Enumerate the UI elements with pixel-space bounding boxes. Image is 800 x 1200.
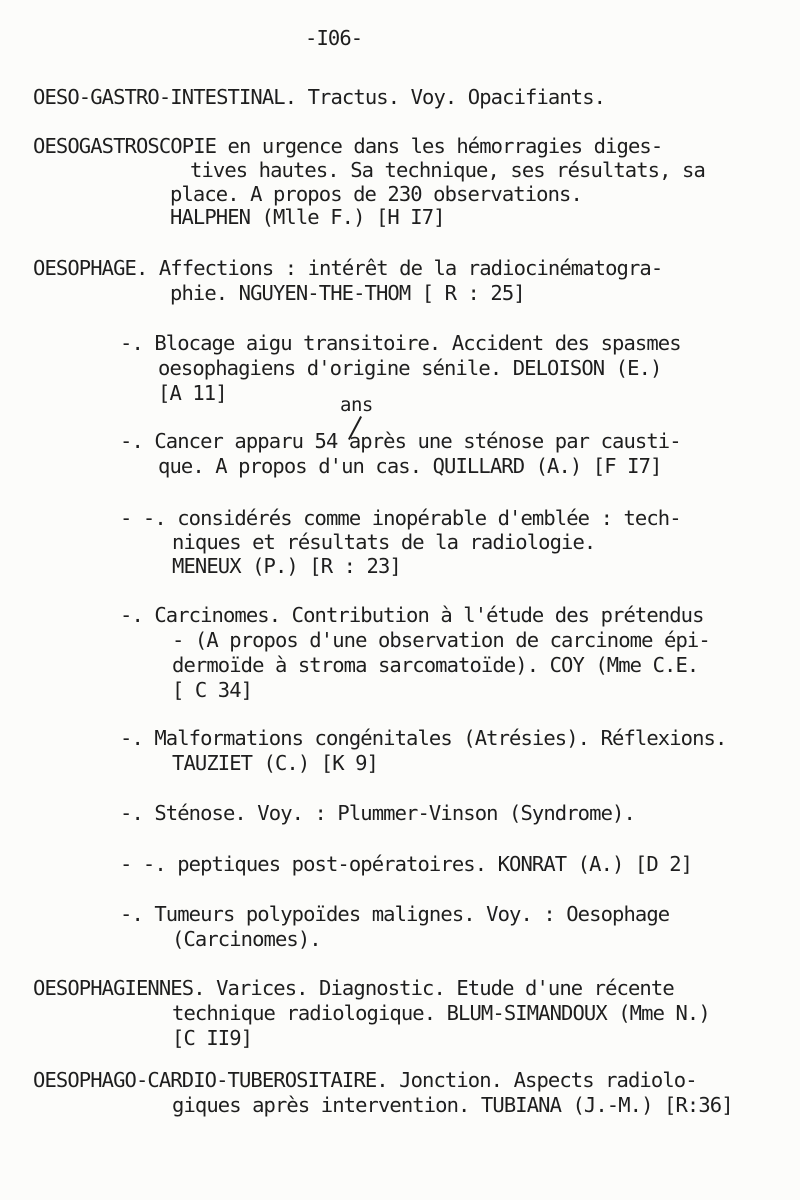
entry-line: place. A propos de 230 observations. [170, 182, 582, 206]
entry-line: que. A propos d'un cas. QUILLARD (A.) [F I7] [158, 454, 662, 478]
entry-line: -. Carcinomes. Contribution à l'étude des prétendus [120, 603, 704, 627]
entry-line: OESOGASTROSCOPIE en urgence dans les hémorragies diges- [33, 134, 663, 158]
entry-line: (Carcinomes). [172, 927, 321, 951]
entry-line: -. Cancer apparu 54 après une sténose par causti- [120, 429, 681, 453]
entry-line: OESO-GASTRO-INTESTINAL. Tractus. Voy. Opacifiants. [33, 85, 606, 109]
handwritten-insert: ans [340, 394, 373, 416]
entry-line: -. Tumeurs polypoïdes malignes. Voy. : Oesophage [120, 902, 670, 926]
entry-line: - (A propos d'une observation de carcinome épi- [172, 628, 710, 652]
entry-line: TAUZIET (C.) [K 9] [172, 751, 378, 775]
entry-line: -. Blocage aigu transitoire. Accident des spasmes [120, 331, 681, 355]
entry-line: - -. peptiques post-opératoires. KONRAT (A.) [D 2] [120, 852, 693, 876]
entry-line: giques après intervention. TUBIANA (J.-M.) [R:36] [172, 1093, 733, 1117]
entry-line: dermoïde à stroma sarcomatoïde). COY (Mme C.E. [172, 653, 699, 677]
page-number: -I06- [305, 26, 363, 50]
entry-line: OESOPHAGIENNES. Varices. Diagnostic. Etude d'une récente [33, 976, 674, 1000]
entry-line: [A 11] [158, 381, 227, 405]
entry-line: oesophagiens d'origine sénile. DELOISON (E.) [158, 356, 662, 380]
entry-line: tives hautes. Sa technique, ses résultats, sa [190, 158, 705, 182]
entry-line: [ C 34] [172, 678, 253, 702]
entry-line: phie. NGUYEN-THE-THOM [ R : 25] [170, 281, 525, 305]
entry-line: technique radiologique. BLUM-SIMANDOUX (Mme N.) [172, 1001, 710, 1025]
entry-line: MENEUX (P.) [R : 23] [172, 554, 401, 578]
entry-line: - -. considérés comme inopérable d'emblée : tech- [120, 506, 681, 530]
entry-line: -. Sténose. Voy. : Plummer-Vinson (Syndrome). [120, 801, 635, 825]
entry-line: [C II9] [172, 1026, 253, 1050]
entry-line: niques et résultats de la radiologie. [172, 530, 596, 554]
entry-line: OESOPHAGO-CARDIO-TUBEROSITAIRE. Jonction. Aspects radiolo- [33, 1068, 697, 1092]
entry-line: -. Malformations congénitales (Atrésies). Réflexions. [120, 726, 727, 750]
entry-line: HALPHEN (Mlle F.) [H I7] [170, 205, 445, 229]
entry-line: OESOPHAGE. Affections : intérêt de la radiocinématogra- [33, 256, 663, 280]
